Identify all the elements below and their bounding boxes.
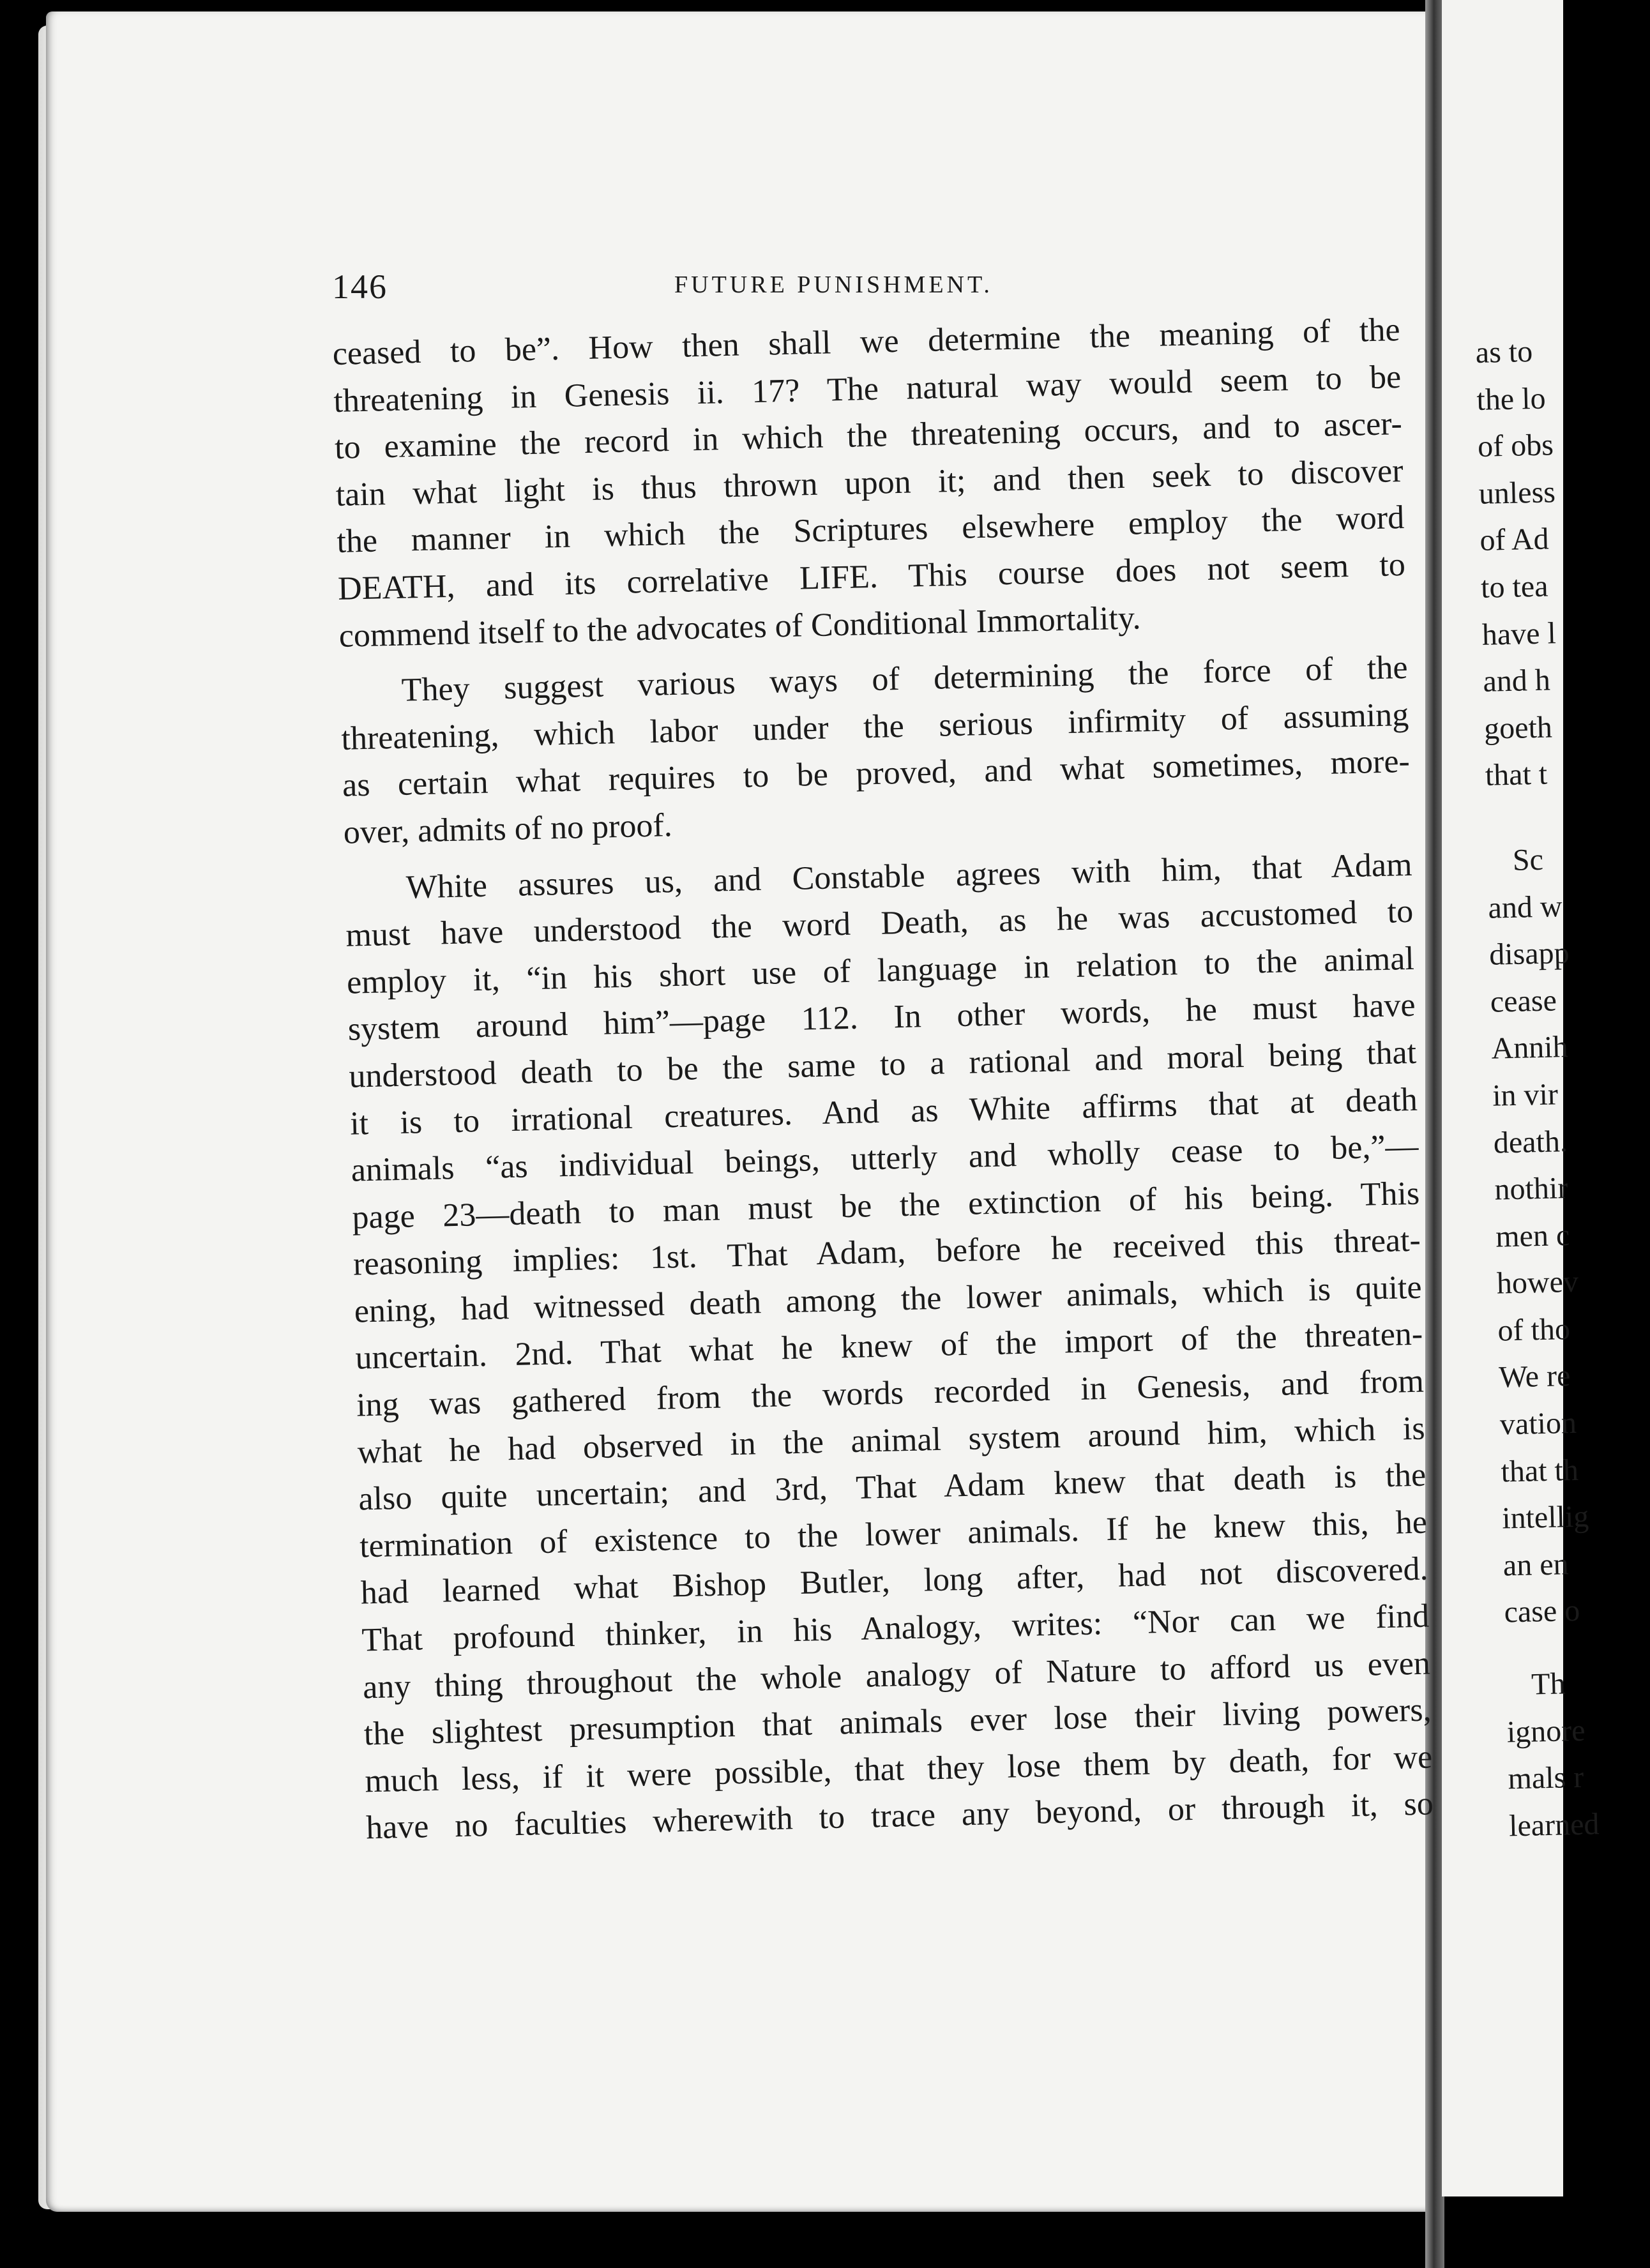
text-line: as certain what requires to be proved, and what sometimes, more- [342,743,1411,805]
body-text [332,306,1434,1852]
facing-text-fragment: We re [1498,1359,1571,1395]
facing-text-fragment: of obs [1477,428,1554,464]
facing-text-fragment: nothir [1494,1171,1568,1207]
text-line: That profound thinker, in his Analogy, writes: “Nor can we find [361,1598,1430,1659]
text-line: to examine the record in which the threatening occurs, and to ascer- [334,405,1403,467]
paragraph [332,306,1407,660]
facing-text-fragment: and h [1482,663,1551,699]
text-line: much less, if it were possible, that they lose them by death, for we [364,1739,1433,1800]
text-line: uncertain. 2nd. That what he knew of the import of the threaten- [354,1316,1423,1377]
facing-text-fragment: that t [1485,757,1548,793]
facing-page-text [1475,326,1650,1850]
facing-text-fragment: of Ad [1479,522,1550,558]
text-line: threatening, which labor under the serious infirmity of assuming [340,696,1409,757]
facing-text-fragment: mals r [1507,1760,1584,1796]
facing-text-fragment: have l [1481,616,1557,652]
paragraph [344,841,1434,1852]
page-number: 146 [332,268,388,306]
facing-text-fragment: case o [1503,1594,1580,1629]
text-line: threatening in Genesis ii. 17? The natural way would seem to be [333,358,1402,420]
text-line: understood death to be the same to a rational and moral being that [348,1034,1417,1095]
text-line: employ it, “in his short use of language in relation to the animal [346,940,1415,1001]
facing-text-fragment: the lo [1476,381,1547,417]
text-line: over, admits of no proof. [343,807,673,851]
text-line: reasoning implies: 1st. That Adam, before he received this threat- [352,1221,1421,1283]
text-line: tain what light is thus thrown upon it; and then seek to discover [335,452,1404,513]
text-line: what he had observed in the animal system around him, which is [357,1410,1426,1471]
facing-paragraph-gap [1486,796,1627,838]
facing-text-fragment: Annih [1490,1030,1569,1066]
facing-text-fragment: Sc [1512,842,1544,877]
paragraph [340,644,1411,856]
facing-text-fragment: ignore [1506,1713,1586,1750]
facing-page [1442,0,1600,2196]
text-line: ceased to be”. How then shall we determine the meaning of the [332,312,1401,372]
text-line: had learned what Bishop Butler, long after, had not discovered. [360,1551,1429,1612]
facing-paragraph-gap [1504,1633,1646,1662]
text-line: system around him”—page 112. In other words, he must have [347,987,1416,1048]
text-line: They suggest various ways of determining the force of the [401,649,1409,709]
facing-text-fragment: cease [1490,983,1557,1019]
text-line: must have understood the word Death, as he was accustomed to [345,893,1414,954]
facing-text-fragment: vation [1499,1405,1577,1442]
text-line: also quite uncertain; and 3rd, That Adam knew that death is the [358,1456,1427,1518]
text-line: the manner in which the Scriptures elsewhere employ the word [336,499,1405,561]
facing-text-fragment: in vir [1492,1077,1559,1113]
facing-text-fragment: disapp [1488,936,1570,972]
text-line: ening, had witnessed death among the lower animals, which is quite [354,1269,1423,1330]
text-line: White assures us, and Constable agrees with him, that Adam [405,846,1413,906]
facing-text-fragment: learned [1508,1807,1600,1843]
text-line: it is to irrational creatures. And as White affirms that at death [349,1081,1418,1142]
text-line: termination of existence to the lower animals. If he knew this, he [359,1504,1428,1565]
facing-text-fragment: an en [1502,1547,1570,1583]
text-line: the slightest presumption that animals ever lose their living powers, [363,1691,1432,1753]
facing-text-fragment: howev [1496,1265,1579,1301]
facing-text-fragment: death. [1493,1124,1568,1160]
facing-text-fragment: Th [1531,1667,1566,1702]
facing-text-fragment: intellig [1501,1499,1589,1536]
text-line: animals “as individual beings, utterly and wholly cease to be,”— [351,1128,1419,1189]
facing-text-fragment: to tea [1480,569,1549,605]
facing-text-fragment: men c [1495,1218,1570,1254]
facing-text-fragment: and w [1487,889,1563,925]
text-line: have no faculties wherewith to trace any beyond, or through it, so [365,1785,1434,1847]
facing-text-fragment: that th [1500,1453,1579,1489]
running-head: FUTURE PUNISHMENT. [674,271,993,298]
facing-text-fragment: goeth [1483,710,1553,746]
facing-text-fragment: of tho [1497,1312,1571,1348]
text-line: commend itself to the advocates of Conditional Immortality. [338,599,1142,654]
text-line: ing was gathered from the words recorded in Genesis, and from [356,1363,1425,1424]
facing-text-fragment: unless [1478,474,1556,511]
text-line: any thing throughout the whole analogy of Nature to afford us even [362,1645,1431,1706]
page-header [332,267,1412,312]
text-line: DEATH, and its correlative LIFE. This course does not seem to [337,546,1406,607]
facing-text-fragment: as to [1475,334,1533,370]
text-line: page 23—death to man must be the extinction of his being. This [351,1175,1420,1236]
